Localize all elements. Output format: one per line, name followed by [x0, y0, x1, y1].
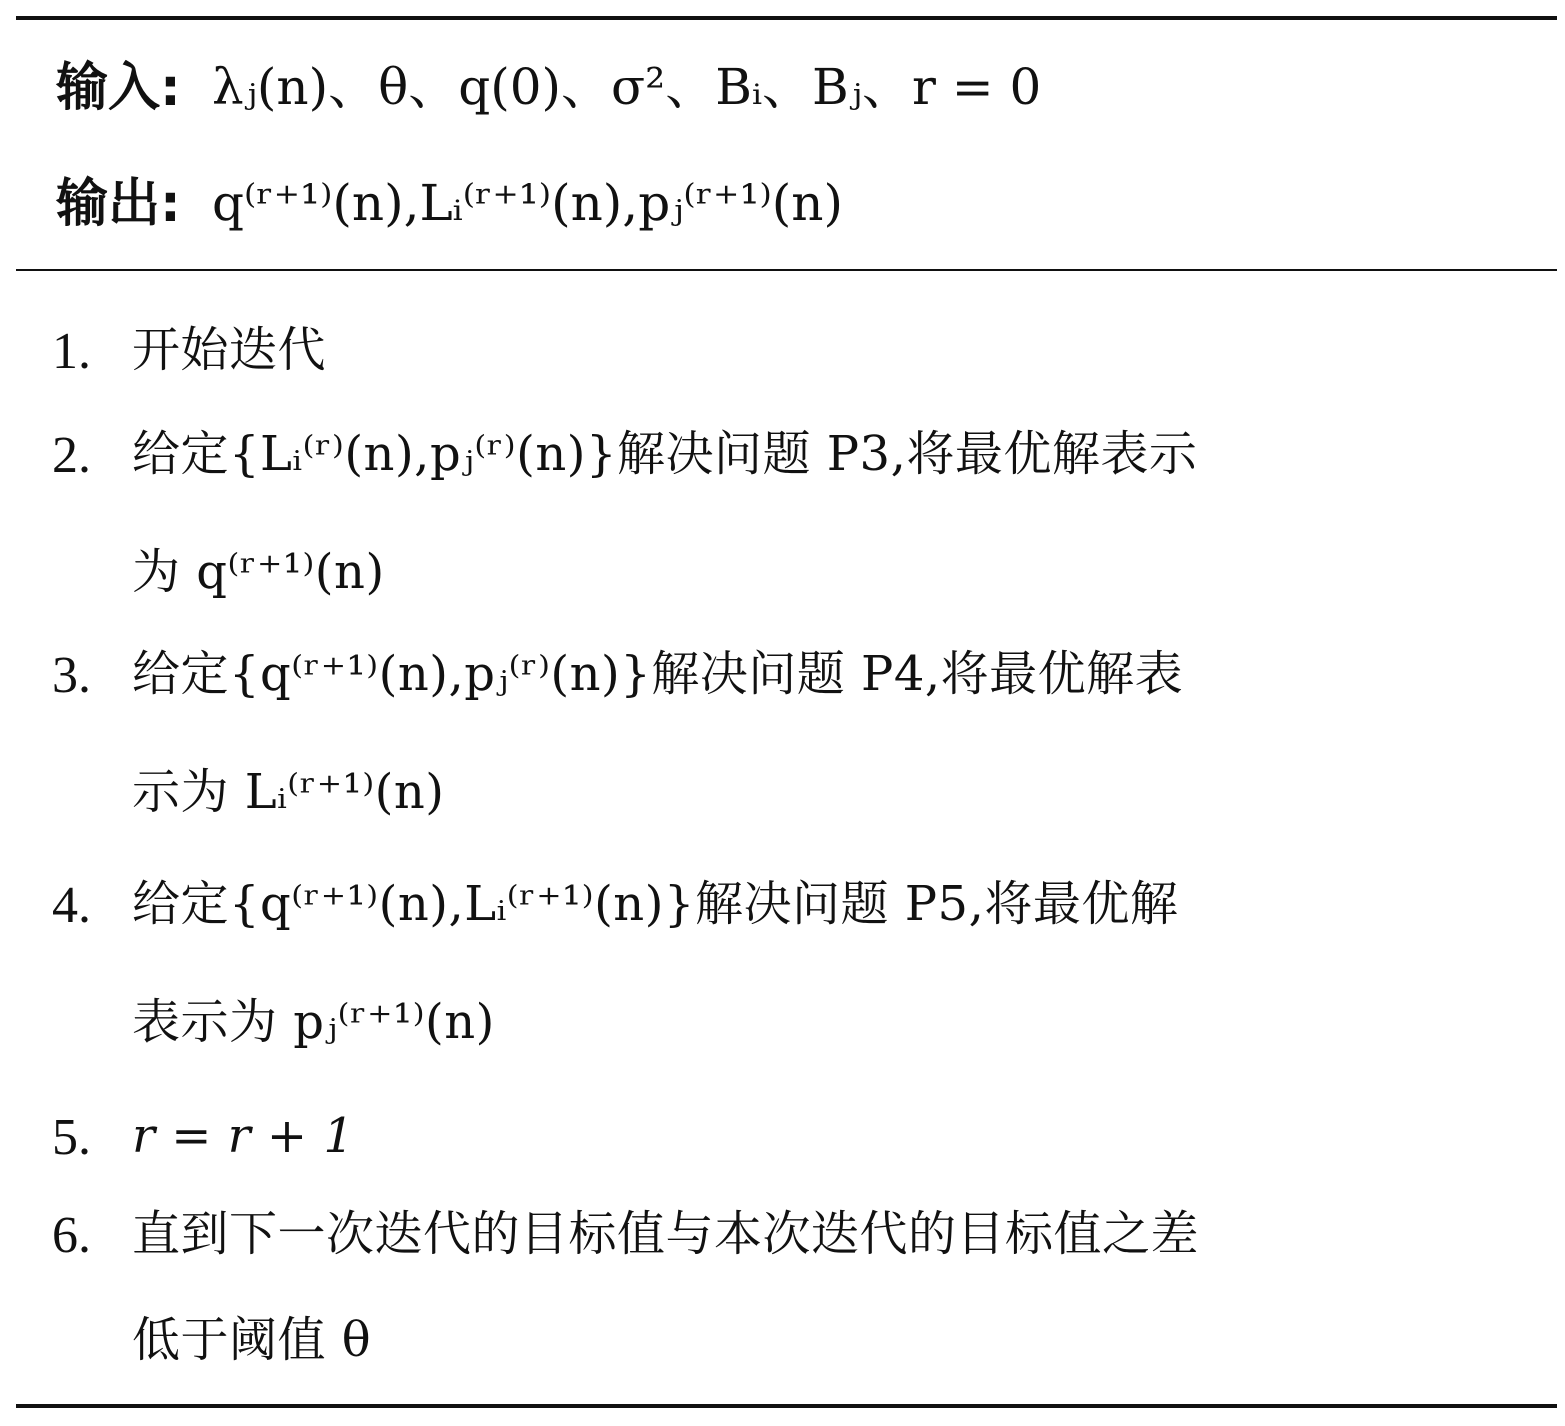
- output-label: 输出:: [56, 174, 181, 234]
- step-text: r = r + 1: [132, 1108, 355, 1164]
- step-number: 2.: [52, 427, 91, 484]
- step-3-cont: [0, 764, 1565, 878]
- input-value: λⱼ(n)、θ、q(0)、σ²、Bᵢ、Bⱼ、r = 0: [212, 58, 1042, 116]
- step-6: [0, 1206, 1565, 1320]
- step-text: 开始迭代: [132, 322, 327, 378]
- step-4: [0, 876, 1565, 990]
- step-text-continued: 低于阈值 θ: [132, 1312, 372, 1368]
- step-6-cont: [0, 1312, 1565, 1426]
- step-2: [0, 426, 1565, 540]
- step-number: 4.: [52, 877, 91, 934]
- step-number: 6.: [52, 1207, 91, 1264]
- step-4-cont: [0, 994, 1565, 1108]
- step-text: 给定{Lᵢ⁽ʳ⁾(n),pⱼ⁽ʳ⁾(n)}解决问题 P3,将最优解表示: [132, 426, 1198, 482]
- input-row: [0, 58, 1565, 172]
- step-number: 5.: [52, 1109, 91, 1166]
- step-text-continued: 表示为 pⱼ⁽ʳ⁺¹⁾(n): [132, 994, 495, 1050]
- mid-rule: [16, 269, 1557, 271]
- step-text-continued: 为 q⁽ʳ⁺¹⁾(n): [132, 544, 385, 600]
- output-row: [0, 174, 1565, 288]
- step-2-cont: [0, 544, 1565, 658]
- output-value: q⁽ʳ⁺¹⁾(n),Lᵢ⁽ʳ⁺¹⁾(n),pⱼ⁽ʳ⁺¹⁾(n): [212, 174, 843, 232]
- step-1: [0, 322, 1565, 436]
- step-3: [0, 646, 1565, 760]
- step-number: 1.: [52, 323, 91, 380]
- step-text: 给定{q⁽ʳ⁺¹⁾(n),pⱼ⁽ʳ⁾(n)}解决问题 P4,将最优解表: [132, 646, 1184, 702]
- step-text-continued: 示为 Lᵢ⁽ʳ⁺¹⁾(n): [132, 764, 445, 820]
- input-label: 输入:: [56, 58, 181, 118]
- bottom-rule: [16, 1404, 1557, 1408]
- top-rule: [16, 16, 1557, 20]
- step-number: 3.: [52, 647, 91, 704]
- step-text: 给定{q⁽ʳ⁺¹⁾(n),Lᵢ⁽ʳ⁺¹⁾(n)}解决问题 P5,将最优解: [132, 876, 1179, 932]
- step-text: 直到下一次迭代的目标值与本次迭代的目标值之差: [132, 1206, 1200, 1262]
